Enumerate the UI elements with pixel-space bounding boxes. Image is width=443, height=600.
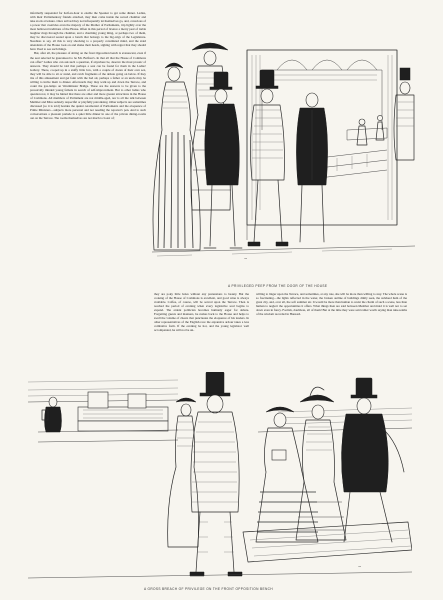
article-column-middle	[154, 292, 249, 374]
man-top-hat-left	[204, 72, 242, 248]
artist-signature: ~	[358, 564, 362, 569]
artist-signature: ~	[244, 256, 248, 261]
article-paragraph: informally suspended for half-an-hour to enable the Speaker to get some dinner. Ladies, with their Parliamentary friends attached, may then come inside the sacred chamber and take stock at leisure. Once arrived they not infrequently let themselves go, and, conscious of a power that overrides even the majesty of the Mother of Parliaments, trip lightly over the most hallowed traditions of the House. Often in this period of licence a merry peal of treble laughter rings through the chamber, and a charming young thing, or perhaps two of them, may be discovered seated upon a bench that belongs to the big-wigs of the Legislature. Needless to say, all this is very shocking to a properly constituted mind, and the staid attendants of the House look on and shake their heads, sighing with regret that they should have lived to see such things.	[30, 11, 146, 52]
man-grey-coat	[248, 70, 288, 246]
article-column-left	[30, 11, 146, 368]
illustration-front-bench	[28, 372, 412, 584]
man-right-bench	[341, 378, 404, 542]
chamber-table	[28, 380, 178, 442]
lady-striped-dress	[153, 63, 200, 250]
caption-bottom: A GROSS BREACH OF PRIVILEGE ON THE FRONT OPPOSITION BENCH	[144, 587, 273, 591]
illustration-peep-from-door	[152, 10, 415, 282]
article-paragraph: But, after all, the pleasure of sitting on the front Opposition bench is evanescent, even if the seat selected be guaranteed to be Mr. Balfour's. In that all that the House of Commons can offer? Ladies who can ask such a question, if anywhere be, deserve the most prosaic of answers. They should be told that perhaps a seat can be found for them in the Ladies' Gallery. There, cooped up in a stuffy little box, with a couple of dozen of their own sex, they will be able to sit or stand, and catch fragments of the debate going on below. If they tire of this amusement and get faint with the bad air, perhaps a father or an uncle may be willing to invite them to dinner. Afterwards they may walk up and down the Terrace, and count the gas-lamps on Westminster Bridge. These are the answers to be given to the prosaically minded young female in search of self-improvement. But to other ladies who question not, it may be hinted that there are other and more greater attractions in the House of Commons. All members of Parliament are not middle-aged, nor is all the talk between Member and Miss sedately respectful or playfully patronising. Other subjects are sometimes discussed (so it is told) besides the quaint ceremonial of Parliaments and the eloquence of Prime Ministers—subjects more personal and not needing the reporter's pen. And to such conversations a pleasant prelude is a quiet little dinner in one of the private dining-rooms out on the Terrace. The rooms themselves are not much to boast of;	[30, 51, 146, 121]
article-column-right	[256, 292, 407, 374]
lady-left-bench	[168, 398, 199, 547]
article-paragraph: willing to linger upon the Terrace, and sometimes, at any rate, she will be more than willing to stay. The whole scene is so fascinating—the lights reflected in the water, the broken outline of buildings dimly seen, the subdued hum of the great city, and, over all, the soft summer air. It would be more than human to resist the charm of such a scene, less than human to neglect the opportunities it offers. What things then are said between Member and maid it is well not to set down even in fancy. Foolish, doubtless, all of them! But at the time they were said rather worth saying than nine-tenths of the wisdom recorded in Hansard.	[256, 292, 407, 317]
caption-top: A PRIVILEGED PEEP FROM THE DOOR OF THE HOUSE	[228, 284, 328, 288]
lady-striped-seated	[256, 407, 318, 542]
attendant-figure	[296, 93, 327, 242]
article-paragraph: they are poky little holes without any pretensions to beauty. But the cooking of the House of Commons is excellent, and good wine is always available. Coffee, of course, will be served upon the Terrace. Then is reached the period of evening when every legislative soul begins to expand. The ardent politician becomes humanly eager for debate. Forgetting guests and manners, he rushes back to the House and helps to swell the volume of cheers that punctuates the eloquence of his leaders. In other representatives of the English race the expansive ardour takes a less combative form. If the evening be hot, and the young legislator well accompanied, he will not be un-	[154, 292, 249, 333]
